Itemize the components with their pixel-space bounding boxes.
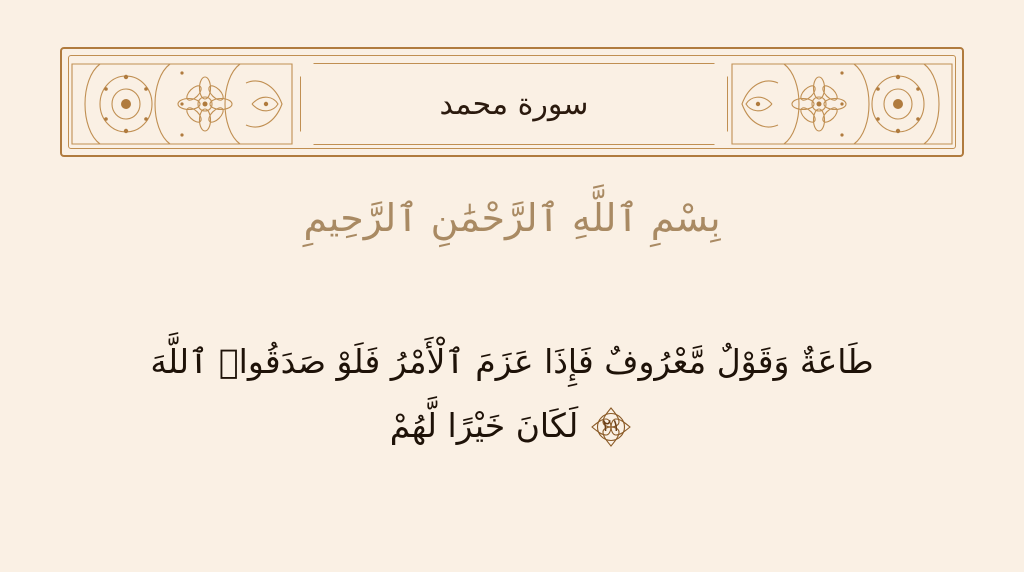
surah-header-banner xyxy=(60,47,964,157)
surah-title: سورة محمد xyxy=(439,86,589,122)
ayah-line-1: طَاعَةٌ وَقَوْلٌ مَّعْرُوفٌ فَإِذَا عَزَمَ ٱلْأَمْرُ فَلَوْ صَدَقُوا۟ ٱللَّهَ xyxy=(150,342,874,381)
ayah-number: ٢١ xyxy=(602,415,621,436)
ayah-line-2-row xyxy=(95,394,929,458)
ayah-line-2: لَكَانَ خَيْرًا لَّهُمْ xyxy=(389,406,579,446)
basmala-text: بِسْمِ ٱللَّهِ ٱلرَّحْمَٰنِ ٱلرَّحِيمِ xyxy=(303,196,721,240)
ayah-end-rosette-icon xyxy=(588,404,634,450)
ayah-text-block xyxy=(95,330,929,459)
